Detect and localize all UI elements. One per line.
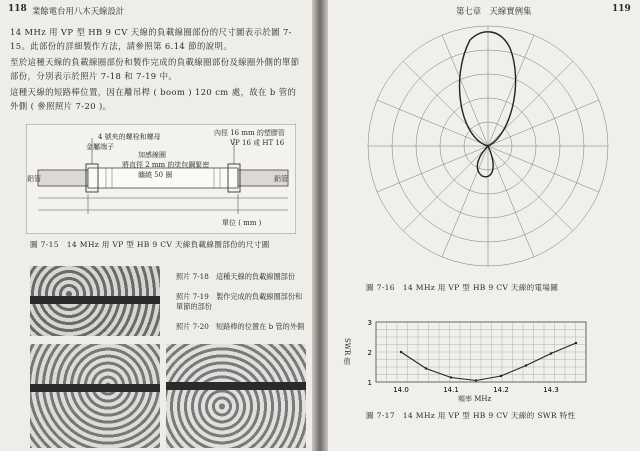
page-number-left: 118 xyxy=(8,4,27,14)
left-paragraph-1: 14 MHz 用 VP 型 HB 9 CV 天線的負載線圈部份的尺寸圖表示於圖 7-15。此部份的詳細製作方法，請參照第 6.14 節的說明。 xyxy=(10,27,292,51)
photo-7-18 xyxy=(30,266,160,336)
swr-ylabel: SWR 值 xyxy=(343,338,351,365)
label-coil-1: 加感線圈 xyxy=(138,151,166,159)
swr-y-tick-label: 3 xyxy=(367,319,372,327)
left-page xyxy=(0,0,318,451)
swr-caption: 圖 7-17 14 MHz 用 VP 型 HB 9 CV 天線的 SWR 特性 xyxy=(366,411,576,420)
label-left-tube: 鋁管 xyxy=(27,175,41,183)
swr-xlabel: 頻率 MHz xyxy=(458,395,492,403)
label-unit: 單位 ( mm ) xyxy=(222,219,262,227)
swr-series-line xyxy=(401,343,576,381)
photo-caption-7-18: 照片 7-18 這種天線的負載線圈部份 xyxy=(176,272,296,281)
book-gutter xyxy=(312,0,328,451)
photo-caption-7-19: 照片 7-19 製作完成的負載線圈部份和單節的部份 xyxy=(176,292,303,311)
coil-dimension-diagram xyxy=(26,124,296,234)
label-screws: 4 號夾的螺栓和螺母 xyxy=(98,133,161,141)
page-number-right: 119 xyxy=(612,4,631,14)
diagram-caption: 圖 7-15 14 MHz 用 VP 型 HB 9 CV 天線負載線圈部份的尺寸圖 xyxy=(30,240,270,249)
polar-caption: 圖 7-16 14 MHz 用 VP 型 HB 9 CV 天線的電場圖 xyxy=(366,283,559,292)
label-coil-2: 將直徑 2 mm 的塗包鋼緊密 xyxy=(122,161,210,169)
swr-x-tick-label: 14.2 xyxy=(493,386,509,394)
label-right-tube: 鋁管 xyxy=(274,175,288,183)
photo-7-20 xyxy=(30,344,160,448)
swr-y-tick-label: 2 xyxy=(367,349,372,357)
radiation-polar-plot xyxy=(360,18,616,274)
photo-7-19-detail xyxy=(166,344,306,448)
right-page xyxy=(322,0,640,451)
label-coil-3: 纏繞 50 圈 xyxy=(138,171,173,179)
swr-x-tick-label: 14.1 xyxy=(443,386,459,394)
running-title-left: 業餘電台用八木天線設計 xyxy=(32,6,125,16)
left-paragraph-2: 至於這種天線的負載線圈部份和製作完成的負載線圈部份及線圈外側的單節部份，分別表示於照片 7-18 和 7-19 中。 xyxy=(10,57,300,81)
label-tube-type: VP 16 或 HT 16 xyxy=(230,139,285,147)
swr-x-tick-label: 14.3 xyxy=(543,386,559,394)
left-paragraph-3: 這種天線的短路棒位置，因在離吊桿 ( boom ) 120 cm 處，故在 b 管的外側 ( 參照照片 7-20 )。 xyxy=(10,87,297,111)
label-metal: 金屬端子 xyxy=(86,143,114,151)
swr-y-tick-label: 1 xyxy=(367,379,372,387)
swr-x-tick-label: 14.0 xyxy=(393,386,409,394)
polar-pattern-trace xyxy=(460,32,516,177)
swr-chart-svg xyxy=(338,314,598,404)
photo-caption-7-20: 照片 7-20 短路棒的位置在 b 管的外側 xyxy=(176,322,305,331)
label-tube: 內徑 16 mm 的塑膠管 xyxy=(214,129,285,137)
swr-chart xyxy=(338,314,598,404)
running-title-right: 第七章 天線實例集 xyxy=(456,6,532,16)
